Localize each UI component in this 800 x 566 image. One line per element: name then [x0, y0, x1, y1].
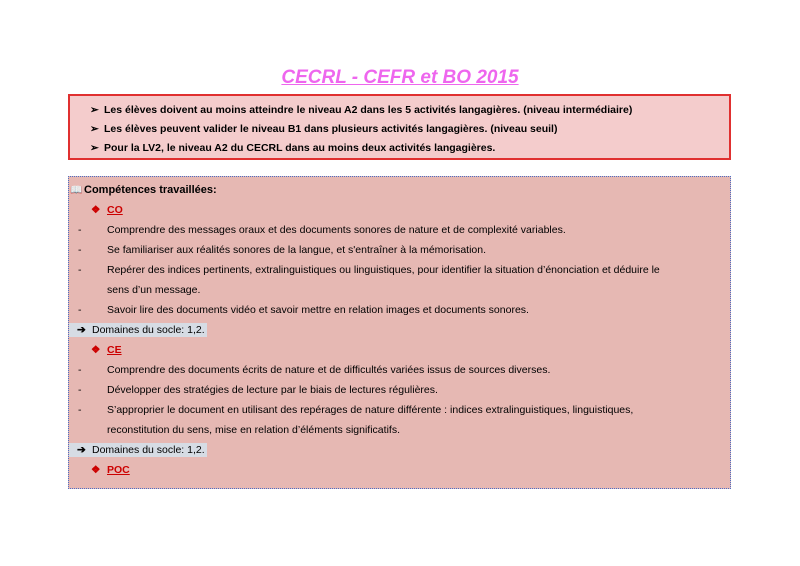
section-poc-heading [69, 460, 730, 480]
domaines-highlight [69, 323, 207, 337]
diamond-bullet-icon: ❖ [91, 464, 101, 476]
competences-heading-text: Compétences travaillées: [84, 184, 217, 196]
competences-box [68, 176, 731, 489]
arrowhead-bullet-icon: ➢ [90, 142, 99, 154]
right-arrow-icon: ➔ [77, 444, 86, 456]
right-arrow-icon: ➔ [77, 324, 86, 336]
list-item [69, 300, 730, 320]
domaines-co [69, 320, 730, 340]
domaines-highlight [69, 443, 207, 457]
dash-bullet-icon: - [78, 304, 82, 316]
competences-heading [69, 181, 730, 200]
list-item-continuation: reconstitution du sens, mise en relation d’éléments significatifs. [107, 424, 400, 436]
list-item-text: Se familiariser aux réalités sonores de la langue, et s'entraîner à la mémorisation. [107, 244, 487, 256]
page-title: CECRL - CEFR et BO 2015 [281, 67, 519, 88]
list-item [69, 380, 730, 400]
book-icon: 📖 [70, 185, 83, 196]
arrowhead-bullet-icon: ➢ [90, 123, 99, 135]
diamond-bullet-icon: ❖ [91, 204, 101, 216]
list-item-text: Comprendre des messages oraux et des documents sonores de nature et de complexité variables. [107, 224, 566, 236]
objective-text: Pour la LV2, le niveau A2 du CECRL dans au moins deux activités langagières. [104, 142, 496, 154]
list-item [69, 240, 730, 260]
section-ce-heading [69, 340, 730, 360]
section-poc-label: POC [107, 464, 130, 476]
dash-bullet-icon: - [78, 244, 82, 256]
objective-text: Les élèves peuvent valider le niveau B1 dans plusieurs activités langagières. (niveau seuil) [104, 123, 558, 135]
list-item-text: S’approprier le document en utilisant des repérages de nature différente : indices extralinguistiques, linguistiques, [107, 404, 634, 416]
domaines-ce [69, 440, 730, 460]
list-item-text: Savoir lire des documents vidéo et savoir mettre en relation images et documents sonores. [107, 304, 529, 316]
objectives-box [68, 94, 731, 160]
list-item-continuation: sens d’un message. [107, 284, 201, 296]
list-item [69, 220, 730, 240]
objective-text: Les élèves doivent au moins atteindre le niveau A2 dans les 5 activités langagières. (niveau intermédiaire) [104, 104, 633, 116]
objective-item [90, 101, 729, 120]
objective-item [90, 120, 729, 139]
section-co-heading [69, 200, 730, 220]
dash-bullet-icon: - [78, 384, 82, 396]
list-item-text: Repérer des indices pertinents, extralinguistiques ou linguistiques, pour identifier la situation d’énonciation et déduire le [107, 264, 660, 276]
list-item [69, 260, 730, 280]
list-item-text: Comprendre des documents écrits de nature et de difficultés variées issus de sources diverses. [107, 364, 551, 376]
list-item [69, 400, 730, 420]
dash-bullet-icon: - [78, 224, 82, 236]
diamond-bullet-icon: ❖ [91, 344, 101, 356]
section-ce-label: CE [107, 344, 122, 356]
objective-item [90, 139, 729, 158]
domaines-text: Domaines du socle: 1,2. [92, 324, 205, 336]
section-co-label: CO [107, 204, 123, 216]
arrowhead-bullet-icon: ➢ [90, 104, 99, 116]
dash-bullet-icon: - [78, 364, 82, 376]
domaines-text: Domaines du socle: 1,2. [92, 444, 205, 456]
list-item-text: Développer des stratégies de lecture par le biais de lectures régulières. [107, 384, 438, 396]
list-item [69, 360, 730, 380]
dash-bullet-icon: - [78, 404, 82, 416]
dash-bullet-icon: - [78, 264, 82, 276]
